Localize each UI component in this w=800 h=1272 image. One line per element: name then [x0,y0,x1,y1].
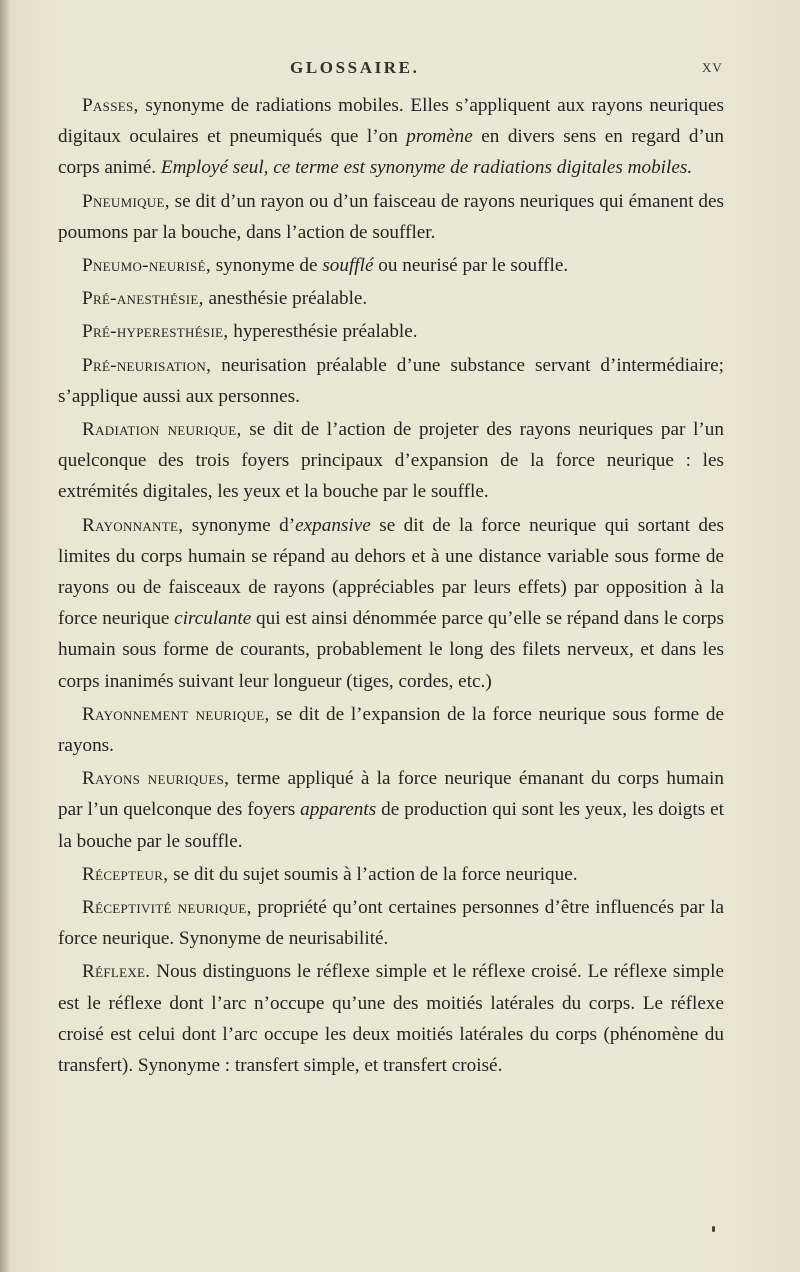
ink-speck [712,1226,715,1232]
entry-definition: se dit de l’expansion de la force neurique sous forme de rayons. [58,703,724,757]
glossary-entry-receptivite-neurique [58,892,724,954]
entry-definition: propriété qu’ont certaines personnes d’être influencés par la force neurique. Synonyme de neurisabilité. [58,897,724,950]
glossary-entry-rayons-neuriques [58,763,724,857]
entry-definition: neurisation préalable d’une substance servant d’intermédiaire; s’applique aussi aux personnes. [58,354,724,407]
entry-definition: synonyme de radiations mobiles. Elles s’appliquent aux rayons neuriques digitaux oculaires et pneumiqués que l’on [58,95,724,148]
running-head [0,58,800,82]
glossary-entry-pneumo-neurise [58,250,724,281]
glossary-entry-passes [58,90,724,184]
glossary-entry-pneumique [58,186,724,248]
entry-emphasis: circulante [174,608,252,630]
glossary-entry-recepteur [58,859,724,890]
entry-term: Pré-hyperesthésie, [82,321,229,343]
glossary-entry-radiation-neurique [58,414,724,508]
entry-term: Réflexe. [82,961,151,983]
entry-definition: se dit de la force neurique qui sortant des limites du corps humain se répand au dehors et à une distance variable sous forme de rayons ou de faisceaux de rayons (appréciables par leurs effets) par opposition à la force neurique [58,514,724,630]
entry-term: Récepteur, [82,863,169,885]
glossary-entry-pre-neurisation [58,350,724,412]
page-number: XV [702,60,723,75]
glossary-entry-reflexe [58,956,724,1081]
entry-term: Pré-neurisation, [82,354,212,376]
glossary-entry-rayonnante [58,510,724,697]
entry-definition: anesthésie préalable. [203,288,368,310]
entry-definition: terme appliqué à la force neurique émanant du corps humain par l’un quelconque des foyers [58,768,724,821]
binding-gutter-shadow [0,0,10,1272]
entry-definition: en divers sens en regard d’un corps animé. [58,126,724,179]
entry-emphasis: promène [406,126,473,148]
entry-emphasis: Employé seul, ce terme est synonyme de radiations digitales mobiles. [160,157,693,179]
entry-emphasis: expansive [295,514,371,536]
entry-term: Rayonnement neurique, [82,703,270,725]
entry-definition: qui est ainsi dénommée parce qu’elle se répand dans le corps humain sous forme de courants, probablement le long des filets nerveux, et dans les corps inanimés suivant leur longueur (tiges, cordes, etc.) [58,608,724,692]
entry-definition: ou neurisé par le souffle. [373,255,569,277]
entry-term: Pré-anesthésie, [82,288,204,310]
entry-emphasis: apparents [300,799,377,821]
entry-definition: synonyme de [210,255,323,277]
glossary-entry-pre-hyperesthesie [58,316,724,347]
glossary-text [58,90,724,1083]
entry-term: Rayons neuriques, [82,768,230,790]
entry-definition: se dit de l’action de projeter des rayons neuriques par l’un quelconque des trois foyers principaux d’expansion de la force neurique : les extrémités digitales, les yeux et la bouche par le souffle. [58,419,724,503]
entry-term: Rayonnante, [82,514,184,536]
glossary-entry-rayonnement-neurique [58,699,724,761]
entry-definition: se dit du sujet soumis à l’action de la force neurique. [168,863,578,885]
glossary-entry-pre-anesthesie [58,283,724,314]
entry-definition: hyperesthésie préalable. [228,321,418,343]
entry-emphasis: soufflé [322,255,374,277]
entry-definition: synonyme d’ [183,514,296,536]
entry-term: Passes, [82,95,139,116]
entry-definition: de production qui sont les yeux, les doigts et la bouche par le souffle. [58,799,724,852]
entry-term: Radiation neurique, [82,419,242,441]
entry-definition: Nous distinguons le réflexe simple et le réflexe croisé. Le réflexe simple est le réflexe dont l’arc n’occupe qu’une des moitiés latérales du corps. Le réflexe croisé est celui dont l’arc occupe les deux moitiés latérales du corps (phénomène du transfert). Synonyme : transfert simple, et transfert croisé. [58,961,724,1077]
entry-term: Réceptivité neurique, [82,897,252,919]
entry-definition: se dit d’un rayon ou d’un faisceau de rayons neuriques qui émanent des poumons par la bouche, dans l’action de souffler. [58,190,724,243]
running-head-title: GLOSSAIRE. [290,58,420,77]
entry-term: Pneumique, [82,190,170,212]
entry-term: Pneumo-neurisé, [82,255,211,277]
